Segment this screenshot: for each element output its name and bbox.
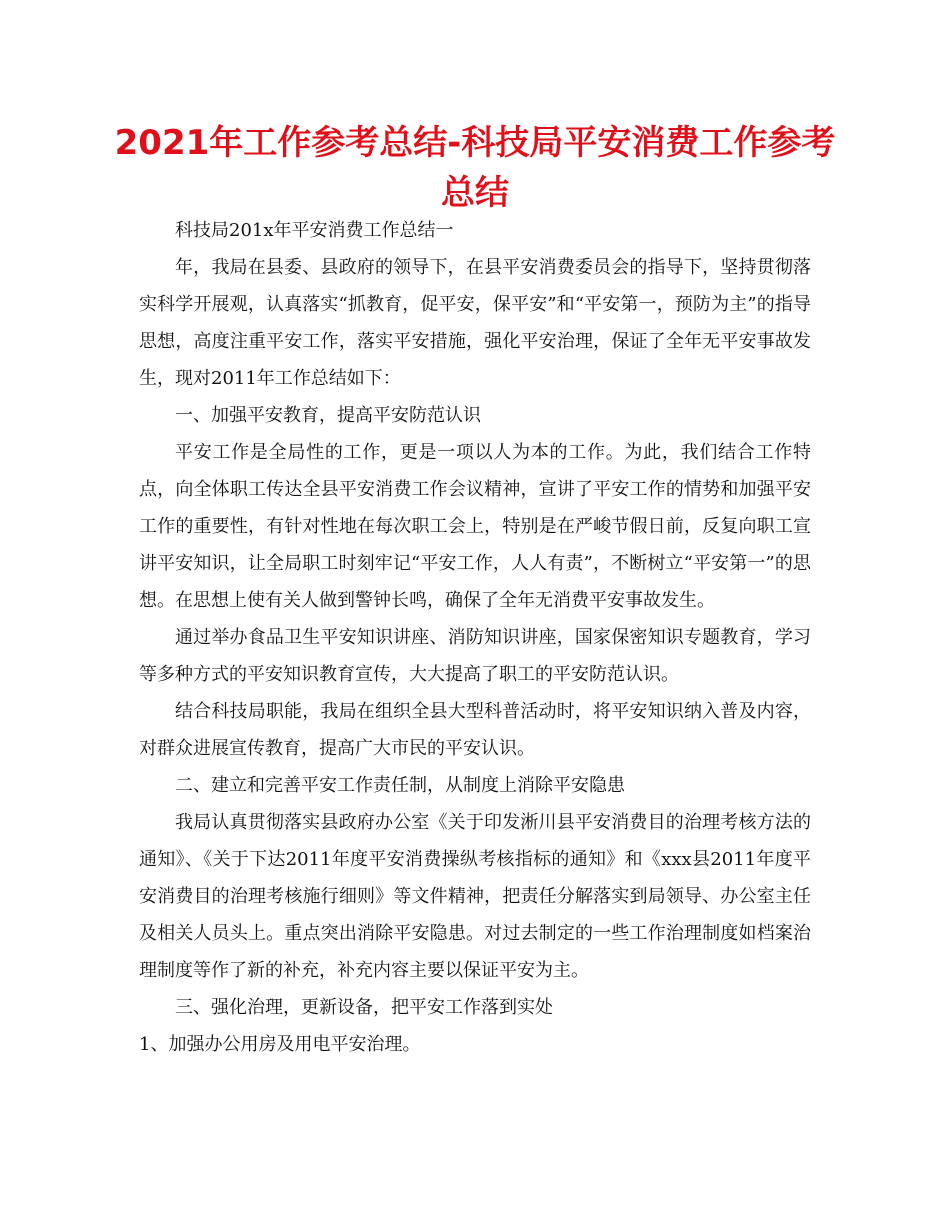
paragraph-education: 平安工作是全局性的工作，更是一项以人为本的工作。为此，我们结合工作特点，向全体职工传达全县平安消费工作会议精神，宣讲了平安工作的情势和加强平安工作的重要性，有针对性地在每次职工会上，特别是在严峻节假日前，反复向职工宣讲平安知识，让全局职工时刻牢记“平安工作，人人有责”，不断树立“平安第一”的思想。在思想上使有关人做到警钟长鸣，确保了全年无消费平安事故发生。: [139, 442, 811, 611]
section-heading-3: 三、强化治理，更新设备，把平安工作落到实处: [175, 997, 553, 1018]
document-title: 2021年工作参考总结-科技局平安消费工作参考总结: [114, 123, 836, 213]
paragraph-science-popularization: 结合科技局职能，我局在组织全县大型科普活动时，将平安知识纳入普及内容，对群众进展宣传教育，提高广大市民的平安认识。: [139, 701, 811, 759]
paragraph-responsibility: 我局认真贯彻落实县政府办公室《关于印发淅川县平安消费目的治理考核方法的通知》、《关于下达2011年度平安消费操纵考核指标的通知》和《xxx县2011年度平安消费目的治理考核施行细则》等文件精神，把责任分解落实到局领导、办公室主任及相关人员头上。重点突出消除平安隐患。对过去制定的一些工作治理制度如档案治理制度等作了新的补充，补充内容主要以保证平安为主。: [139, 812, 811, 981]
list-item-1: 1、加强办公用房及用电平安治理。: [139, 1034, 421, 1055]
paragraph-lectures: 通过举办食品卫生平安知识讲座、消防知识讲座，国家保密知识专题教育，学习等多种方式的平安知识教育宣传，大大提高了职工的平安防范认识。: [139, 627, 811, 685]
paragraph-intro: 年，我局在县委、县政府的领导下，在县平安消费委员会的指导下，坚持贯彻落实科学开展观，认真落实“抓教育，促平安，保平安”和“平安第一，预防为主”的指导思想，高度注重平安工作，落实平安措施，强化平安治理，保证了全年无平安事故发生，现对2011年工作总结如下：: [139, 257, 811, 389]
section-heading-1: 一、加强平安教育，提高平安防范认识: [175, 405, 481, 426]
document-body: [139, 212, 811, 1063]
paragraph-subtitle: 科技局201x年平安消费工作总结一: [175, 220, 454, 241]
section-heading-2: 二、建立和完善平安工作责任制，从制度上消除平安隐患: [175, 775, 625, 796]
